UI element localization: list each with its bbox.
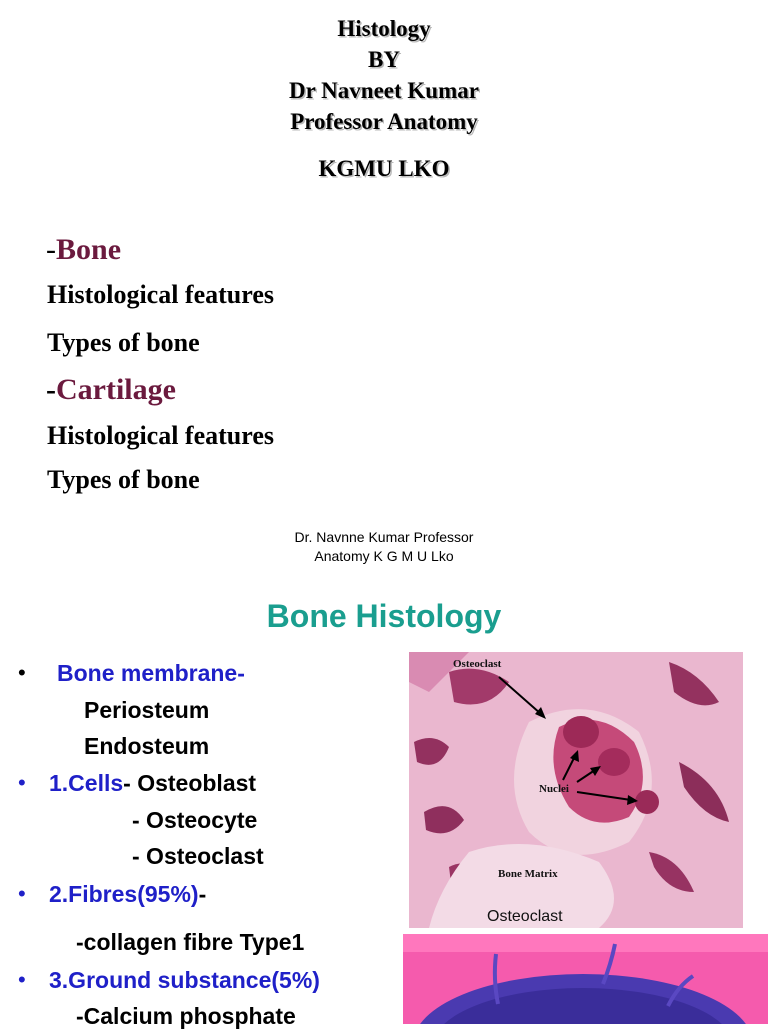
fibres-label: 2.Fibres(95%) [49,881,199,907]
footer-line: Dr. Navnne Kumar Professor [294,529,474,545]
topic-cartilage [46,372,176,408]
fibres-dash: - [198,881,207,907]
item-osteocyte: - Osteocyte [132,807,258,833]
cells-label: 1.Cells [49,770,124,796]
item-endosteum: Endosteum [84,733,210,759]
topic-word: Bone [56,233,122,266]
bullet-symbol: • [18,660,26,685]
cells-osteoblast: - Osteoblast [123,770,257,796]
topic-dash: - [46,373,56,406]
title-author: Dr Navneet Kumar [289,78,479,103]
label-bone-matrix: Bone Matrix [498,868,558,880]
item-calcium-phosphate: -Calcium phosphate [76,1003,296,1029]
topic-bone-item: Types of bone [47,328,200,357]
topic-word: Cartilage [56,373,176,406]
item-osteoclast: - Osteoclast [132,843,264,869]
figure-caption: Osteoclast [487,908,563,925]
bullet-cells [49,768,256,798]
topic-bone [46,232,121,268]
title-designation: Professor Anatomy [290,109,478,134]
slide-2-title: Bone Histology [266,598,502,634]
topic-dash: - [46,233,56,266]
bullet-membrane: Bone membrane- [57,660,245,686]
topic-bone-item: Histological features [47,280,274,309]
item-collagen: -collagen fibre Type1 [76,929,305,955]
label-nuclei: Nuclei [539,783,569,795]
footer-line: Anatomy K G M U Lko [314,548,454,564]
bullet-fibres [49,879,206,909]
slide-footer [234,528,534,566]
bullet-symbol: • [18,881,26,906]
topic-cartilage-item: Histological features [47,421,274,450]
label-osteoclast: Osteoclast [453,658,502,670]
title-institution: KGMU LKO [318,156,450,181]
title-by: BY [368,47,400,72]
second-micrograph [403,934,768,1024]
title-histology: Histology [337,16,431,41]
micrograph-illustration [409,652,743,928]
bullet-symbol: • [18,770,26,795]
second-micrograph-illustration [403,934,768,1024]
item-periosteum: Periosteum [84,697,210,723]
osteoclast-micrograph [409,652,743,928]
bullet-ground-substance: 3.Ground substance(5%) [49,967,320,993]
topic-cartilage-item: Types of bone [47,465,200,494]
bullet-symbol: • [18,967,26,992]
